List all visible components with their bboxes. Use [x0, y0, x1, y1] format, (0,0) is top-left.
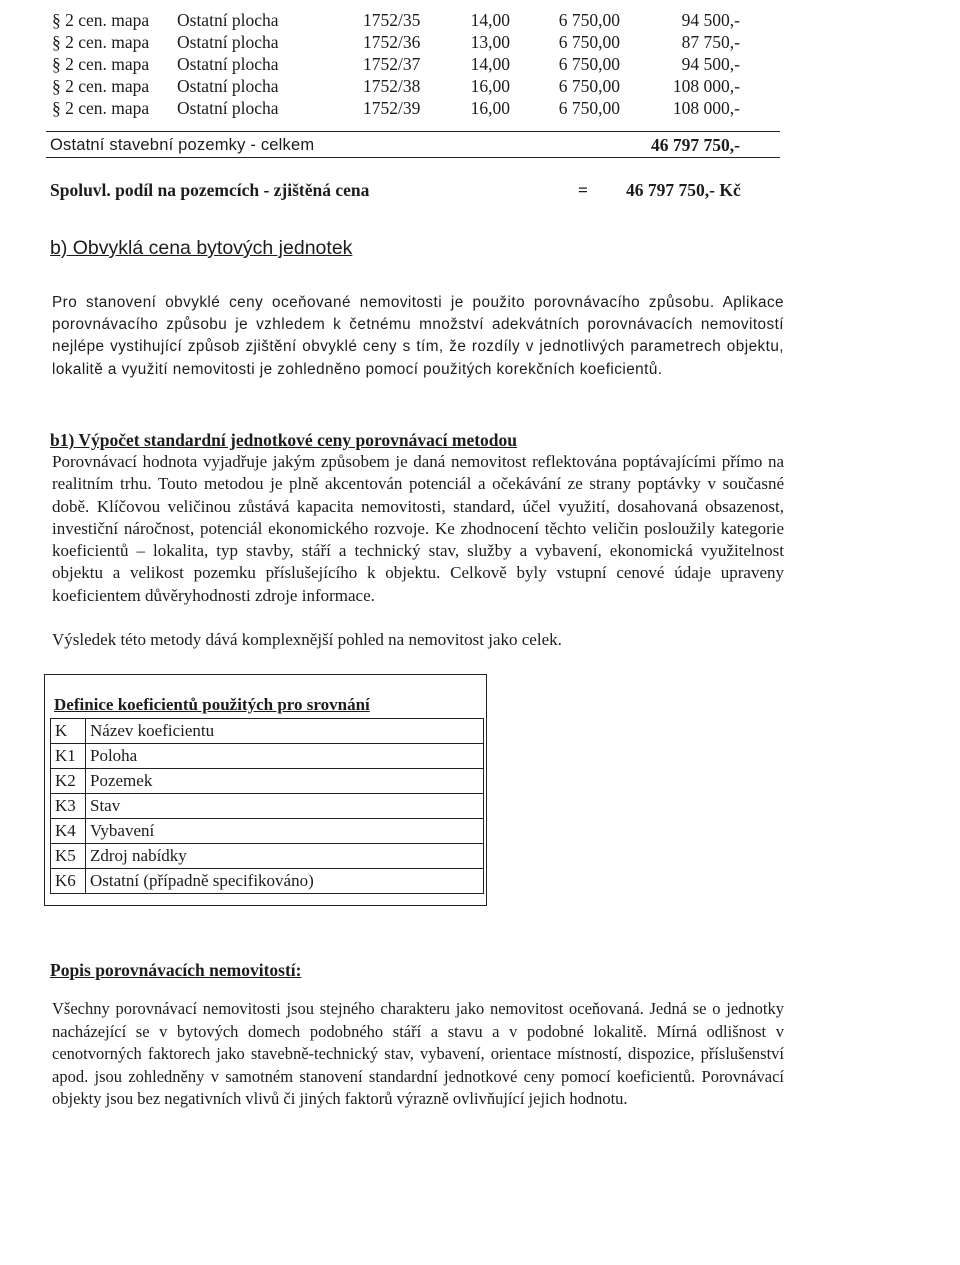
parcel-total: 108 000,-: [672, 76, 740, 96]
parcel-type: § 2 cen. mapa: [52, 32, 150, 52]
parcel-number: 1752/39: [363, 98, 421, 118]
parcel-row: [0, 32, 960, 54]
parcel-use: Ostatní plocha: [177, 76, 279, 96]
parcel-row: [0, 54, 960, 76]
coefficient-name: Ostatní (případně specifikováno): [86, 869, 484, 894]
parcel-number: 1752/36: [363, 32, 421, 52]
coefficient-name: Zdroj nabídky: [86, 844, 484, 869]
coefficient-code: K1: [51, 744, 86, 769]
parcel-unit-price: 6 750,00: [558, 32, 620, 52]
parcel-number: 1752/35: [363, 10, 421, 30]
parcel-total: 94 500,-: [681, 54, 740, 74]
section-b1-conclusion: Výsledek této metody dává komplexnější pohled na nemovitost jako celek.: [52, 630, 562, 649]
parcel-number: 1752/37: [363, 54, 421, 74]
section-b1-heading: b1) Výpočet standardní jednotkové ceny porovnávací metodou: [50, 430, 518, 450]
parcel-type: § 2 cen. mapa: [52, 76, 150, 96]
comparison-text: [52, 998, 784, 1111]
parcel-area: 14,00: [470, 54, 510, 74]
table-row: [51, 744, 484, 769]
section-b1-text: [52, 451, 784, 607]
coefficient-name: Poloha: [86, 744, 484, 769]
parcel-type: § 2 cen. mapa: [52, 54, 150, 74]
table-row: [51, 769, 484, 794]
paragraph: Všechny porovnávací nemovitosti jsou stejného charakteru jako nemovitost oceňovaná. Jedná se o jednotky nacházející se v bytových domech podobného stáří a stavu a v podobné lokalitě. Mírná odlišnost v cenotvorných faktorech jako stavebně-technický stav, vybavení, orientace místností, dispozice, příslušenství apod. jsou zohledněny v samotném stanovení standardní jednotkové ceny pomocí koeficientů. Porovnávací objekty jsou bez negativních vlivů či jiných faktorů výrazně ovlivňující jejich hodnotu.: [52, 999, 784, 1108]
parcel-unit-price: 6 750,00: [558, 54, 620, 74]
parcel-area: 16,00: [470, 76, 510, 96]
coefficient-name: Vybavení: [86, 819, 484, 844]
header-name: Název koeficientu: [86, 719, 484, 744]
coefficients-title: Definice koeficientů použitých pro srovnání: [54, 695, 370, 714]
parcel-row: [0, 10, 960, 32]
divider: [46, 157, 780, 158]
table-row: [51, 794, 484, 819]
table-row: [51, 869, 484, 894]
parcel-use: Ostatní plocha: [177, 32, 279, 52]
parcel-total: 108 000,-: [672, 98, 740, 118]
coefficient-code: K2: [51, 769, 86, 794]
subtotal-label: Ostatní stavební pozemky - celkem: [50, 136, 315, 154]
table-row: [51, 819, 484, 844]
coefficient-name: Stav: [86, 794, 484, 819]
parcel-total: 87 750,-: [681, 32, 740, 52]
share-value: 46 797 750,- Kč: [626, 180, 741, 200]
parcel-unit-price: 6 750,00: [558, 76, 620, 96]
parcel-area: 16,00: [470, 98, 510, 118]
divider: [46, 131, 780, 132]
parcel-unit-price: 6 750,00: [558, 98, 620, 118]
parcel-row: [0, 76, 960, 98]
coefficient-code: K5: [51, 844, 86, 869]
parcel-area: 13,00: [470, 32, 510, 52]
parcel-type: § 2 cen. mapa: [52, 10, 150, 30]
parcel-use: Ostatní plocha: [177, 98, 279, 118]
share-equals: =: [578, 180, 588, 200]
comparison-heading: Popis porovnávacích nemovitostí:: [50, 960, 302, 980]
table-header-row: [51, 719, 484, 744]
section-b-text: [52, 292, 784, 381]
parcel-total: 94 500,-: [681, 10, 740, 30]
coefficient-code: K3: [51, 794, 86, 819]
coefficient-name: Pozemek: [86, 769, 484, 794]
section-b-heading: b) Obvyklá cena bytových jednotek: [50, 237, 353, 259]
coefficient-code: K4: [51, 819, 86, 844]
subtotal-value: 46 797 750,-: [651, 135, 740, 155]
header-code: K: [51, 719, 86, 744]
parcel-use: Ostatní plocha: [177, 54, 279, 74]
parcel-unit-price: 6 750,00: [558, 10, 620, 30]
parcel-row: [0, 98, 960, 120]
share-label: Spoluvl. podíl na pozemcích - zjištěná cena: [50, 180, 370, 200]
table-row: [51, 844, 484, 869]
parcel-use: Ostatní plocha: [177, 10, 279, 30]
coefficients-table: [50, 718, 484, 894]
parcel-number: 1752/38: [363, 76, 421, 96]
paragraph: Porovnávací hodnota vyjadřuje jakým způsobem je daná nemovitost reflektována poptávajícími přímo na realitním trhu. Touto metodou je plně akcentován potenciál a očekávání ze strany poptávky v současné době. Klíčovou veličinou zůstává kapacita nemovitosti, standard, účel využití, dosahovaná obsazenost, investiční náročnost, potenciál ekonomického rozvoje. Ke zhodnocení těchto veličin posloužily kategorie koeficientů – lokalita, typ stavby, stáří a technický stav, služby a vybavení, ekonomická využitelnost objektu a velikost pozemku příslušejícího k objektu. Celkově byly vstupní cenové údaje upraveny koeficientem důvěryhodnosti zdroje informace.: [52, 452, 784, 605]
parcel-area: 14,00: [470, 10, 510, 30]
paragraph: Pro stanovení obvyklé ceny oceňované nemovitosti je použito porovnávacího způsobu. Aplikace porovnávacího způsobu je vzhledem k četnému množství adekvátních porovnávacích nemovitostí nejlépe vystihující způsob zjištění obvyklé ceny s tím, že rozdíly v jednotlivých parametrech objektu, lokalitě a využití nemovitosti je zohledněno pomocí použitých korekčních koeficientů.: [52, 294, 784, 378]
parcel-type: § 2 cen. mapa: [52, 98, 150, 118]
coefficient-code: K6: [51, 869, 86, 894]
